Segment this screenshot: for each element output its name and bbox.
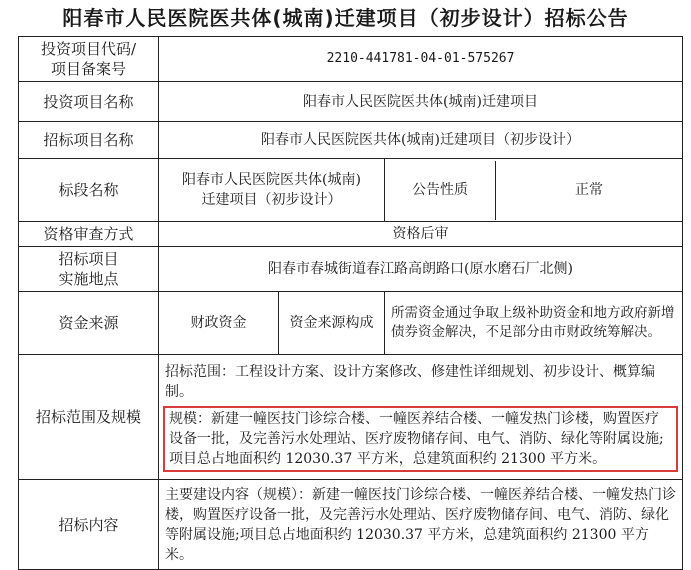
scope-label: 招标范围及规模	[19, 355, 159, 480]
content-label: 招标内容	[19, 480, 159, 570]
project-code-value: 2210-441781-04-01-575267	[159, 37, 683, 82]
row-project-code	[19, 37, 683, 82]
scope-value	[159, 355, 683, 480]
scope-range-text: 招标范围：工程设计方案、设计方案修改、修建性详细规划、初步设计、概算编制。	[165, 364, 655, 400]
row-location	[19, 247, 683, 292]
funding-value: 财政资金	[159, 292, 279, 355]
row-scope	[19, 355, 683, 480]
section-name-label: 标段名称	[19, 159, 159, 222]
location-value: 阳春市春城街道春江路高朗路口(原水磨石厂北侧)	[159, 247, 683, 292]
notice-type-label: 公告性质	[385, 161, 496, 220]
tender-info-table	[18, 36, 683, 570]
qualification-value: 资格后审	[159, 222, 683, 247]
scope-scale-text-highlighted: 规模：新建一幢医技门诊综合楼、一幢医养结合楼、一幢发热门诊楼，购置医疗设备一批，及完善污水处理站、医疗废物储存间、电气、消防、绿化等附属设施;项目总占地面积约 12030.37 平方米，总建筑面积约 21300 平方米。	[163, 406, 678, 472]
location-label: 招标项目 实施地点	[19, 247, 159, 292]
notice-type-cell	[385, 159, 683, 222]
row-funding	[19, 292, 683, 355]
content-value: 主要建设内容（规模）：新建一幢医技门诊综合楼、一幢医养结合楼、一幢发热门诊楼，购置医疗设备一批，及完善污水处理站、医疗废物储存间、电气、消防、绿化等附属设施;项目总占地面积约 12030.37 平方米，总建筑面积约 21300 平方米。	[159, 480, 683, 570]
row-qualification	[19, 222, 683, 247]
funding-composition-label: 资金来源构成	[279, 292, 385, 355]
row-investment-name	[19, 82, 683, 122]
investment-name-value: 阳春市人民医院医共体(城南)迁建项目	[159, 82, 683, 122]
notice-type-value: 正常	[575, 182, 604, 198]
row-section-name	[19, 159, 683, 222]
tender-name-value: 阳春市人民医院医共体(城南)迁建项目（初步设计）	[159, 122, 683, 159]
tender-name-label: 招标项目名称	[19, 122, 159, 159]
funding-label: 资金来源	[19, 292, 159, 355]
investment-name-label: 投资项目名称	[19, 82, 159, 122]
row-content	[19, 480, 683, 570]
notice-title: 阳春市人民医院医共体(城南)迁建项目（初步设计）招标公告	[62, 6, 629, 30]
qualification-label: 资格审查方式	[19, 222, 159, 247]
project-code-label: 投资项目代码/ 项目备案号	[19, 37, 159, 82]
section-name-value: 阳春市人民医院医共体(城南) 迁建项目（初步设计）	[159, 159, 385, 222]
funding-composition-value: 所需资金通过争取上级补助资金和地方政府新增债券资金解决，不足部分由市财政统筹解决。	[385, 292, 683, 355]
row-tender-name	[19, 122, 683, 159]
